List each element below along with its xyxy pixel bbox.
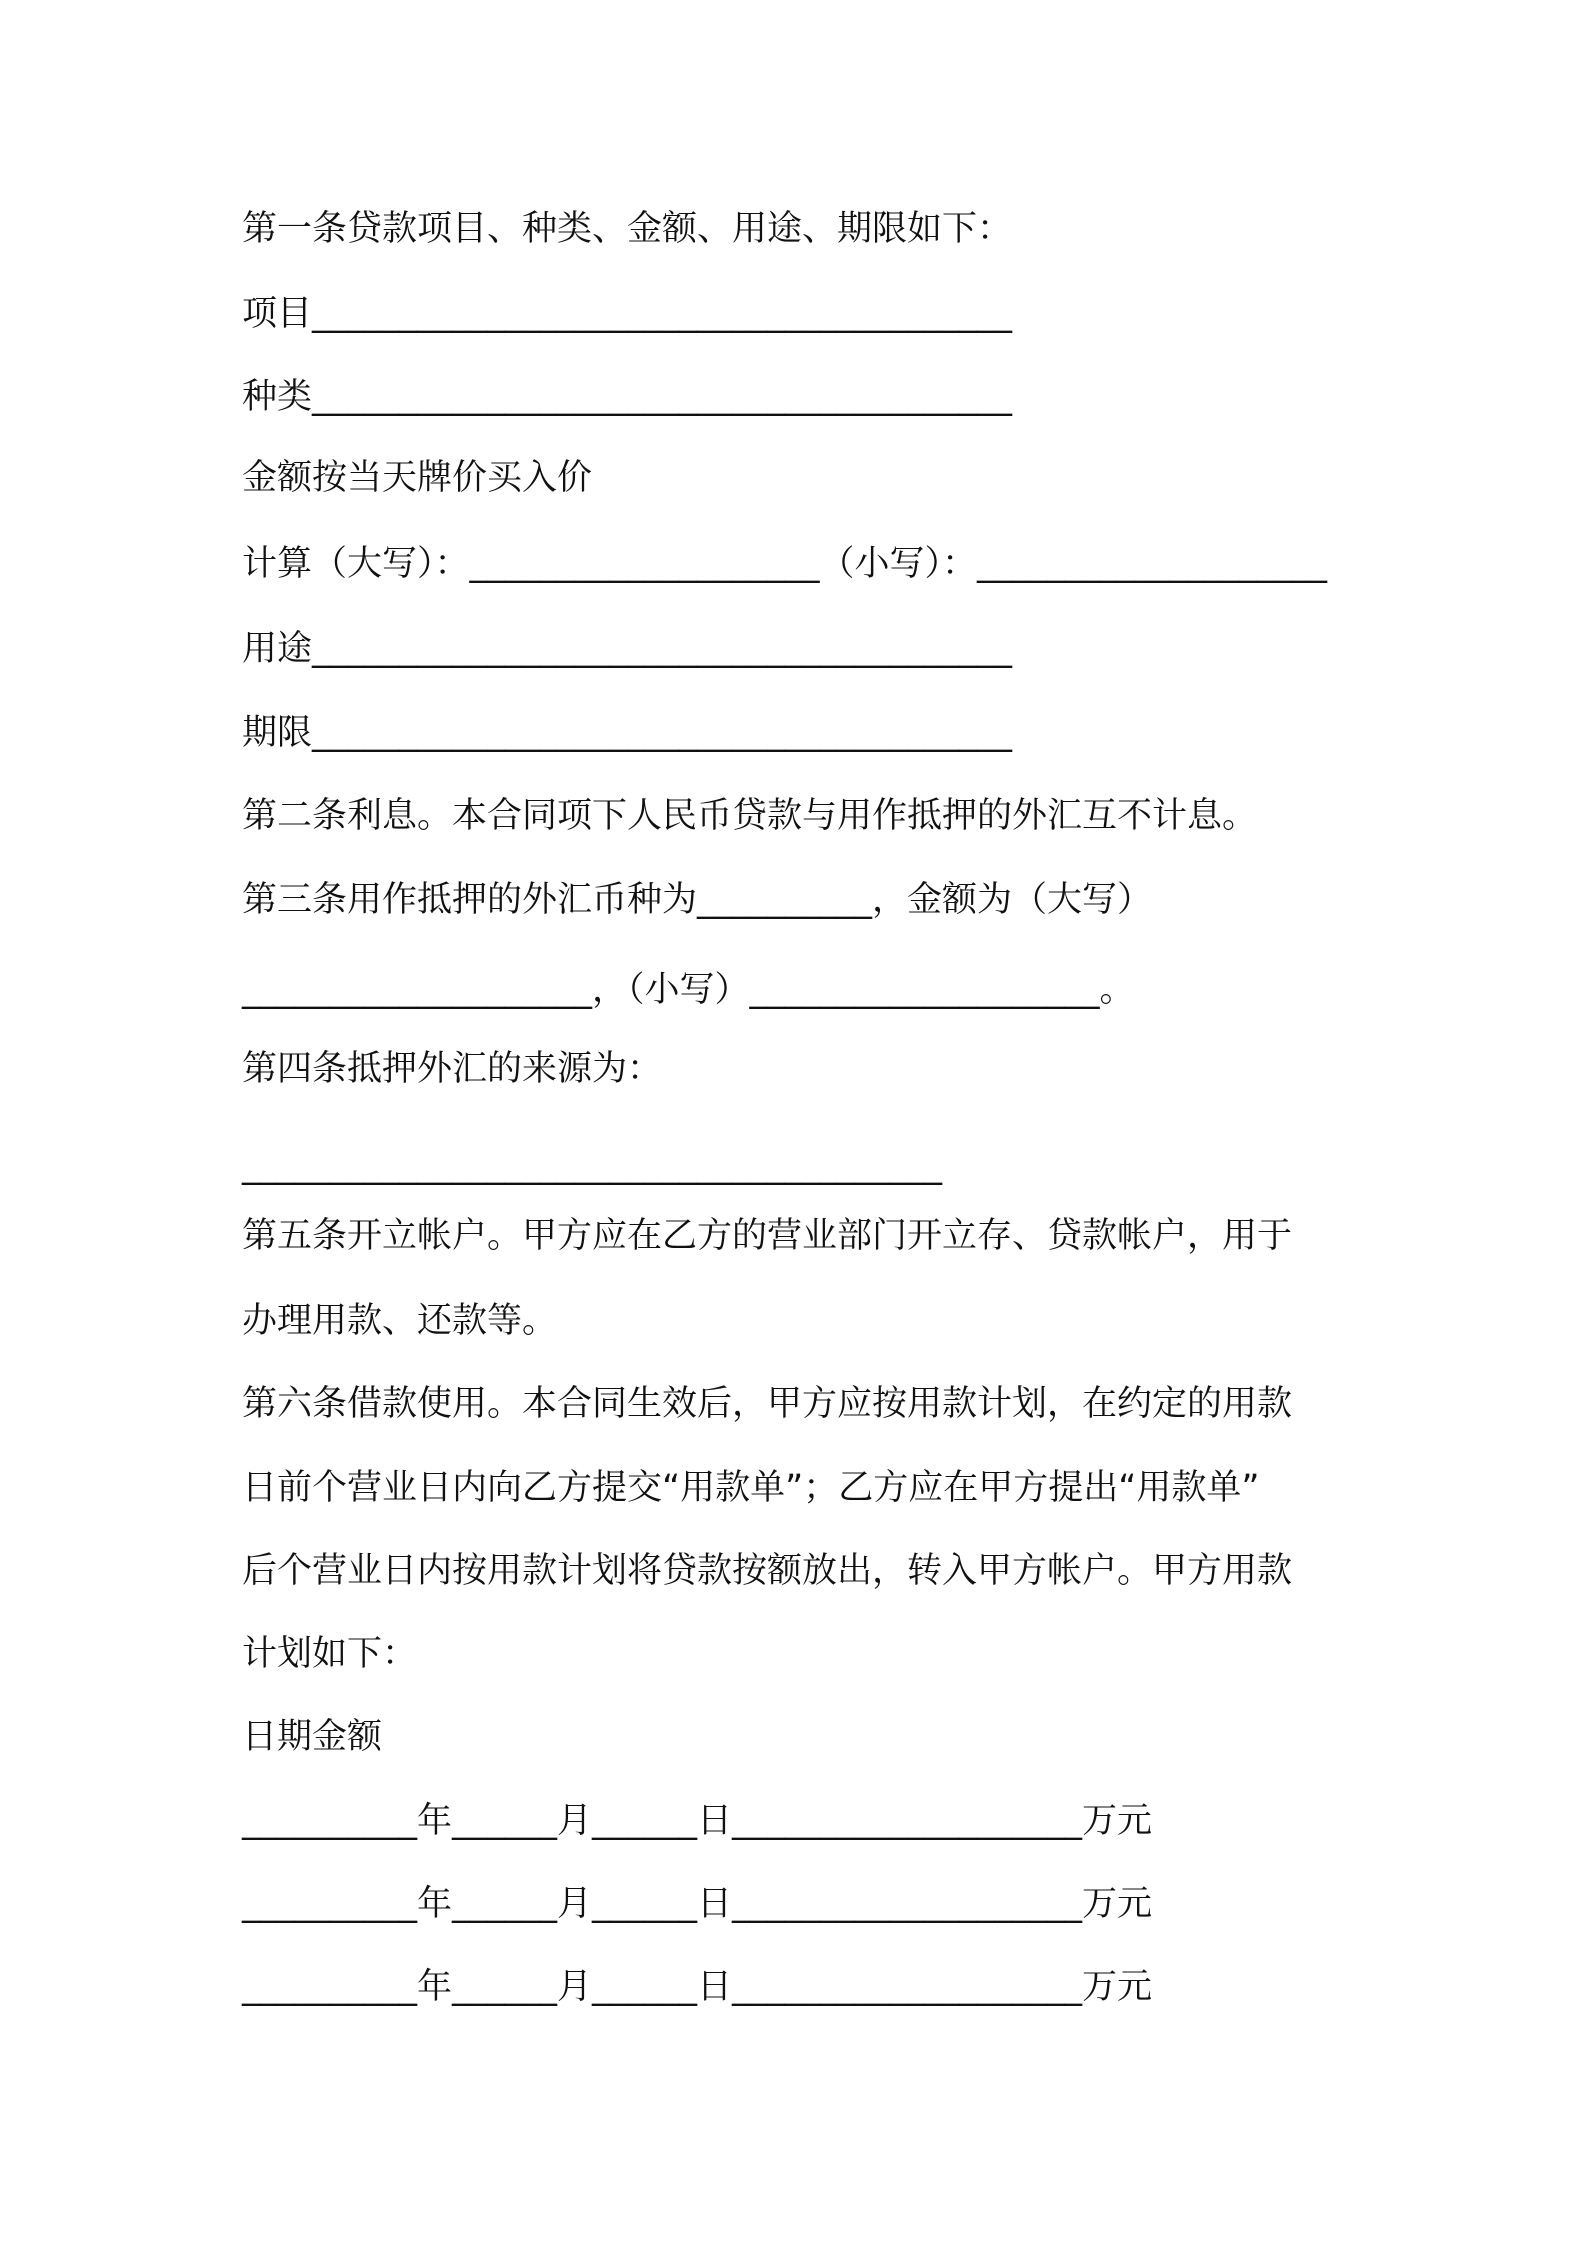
amount-calc-line: 计算（大写）：____________________（小写）：____________________ (242, 544, 1328, 584)
article-6-line-2: 日前个营业日内向乙方提交“用款单”；乙方应在甲方提出“用款单” (242, 1468, 1260, 1508)
item-purpose-line: 用途________________________________________ (242, 629, 1013, 669)
article-2-paragraph: 第二条利息。本合同项下人民币贷款与用作抵押的外汇互不计息。 (242, 796, 1258, 836)
schedule-heading: 日期金额 (242, 1717, 383, 1757)
article-1-heading: 第一条贷款项目、种类、金额、用途、期限如下： (242, 209, 1013, 249)
article-3-paragraph: 第三条用作抵押的外汇币种为__________，金额为（大写） (242, 880, 1153, 920)
article-4-blank-line: ________________________________________ (242, 1146, 942, 1186)
article-4-heading: 第四条抵押外汇的来源为： (242, 1049, 663, 1089)
schedule-row: __________年______月______日____________________万元 (242, 1967, 1153, 2007)
item-project-line: 项目________________________________________ (242, 294, 1013, 334)
article-6-line-3: 后个营业日内按用款计划将贷款按额放出，转入甲方帐户。甲方用款 (242, 1551, 1293, 1591)
article-3-continued: ____________________，（小写）____________________。 (242, 970, 1135, 1010)
article-5-paragraph: 第五条开立帐户。甲方应在乙方的营业部门开立存、贷款帐户，用于 (242, 1216, 1293, 1256)
item-term-line: 期限________________________________________ (242, 713, 1013, 753)
schedule-row: __________年______月______日____________________万元 (242, 1884, 1153, 1924)
schedule-row: __________年______月______日____________________万元 (242, 1801, 1153, 1841)
article-6-paragraph: 第六条借款使用。本合同生效后，甲方应按用款计划，在约定的用款 (242, 1384, 1293, 1424)
item-type-line: 种类________________________________________ (242, 377, 1013, 417)
article-6-line-4: 计划如下： (242, 1634, 418, 1674)
item-amount-line: 金额按当天牌价买入价 (242, 458, 593, 498)
article-5-continued: 办理用款、还款等。 (242, 1301, 558, 1341)
